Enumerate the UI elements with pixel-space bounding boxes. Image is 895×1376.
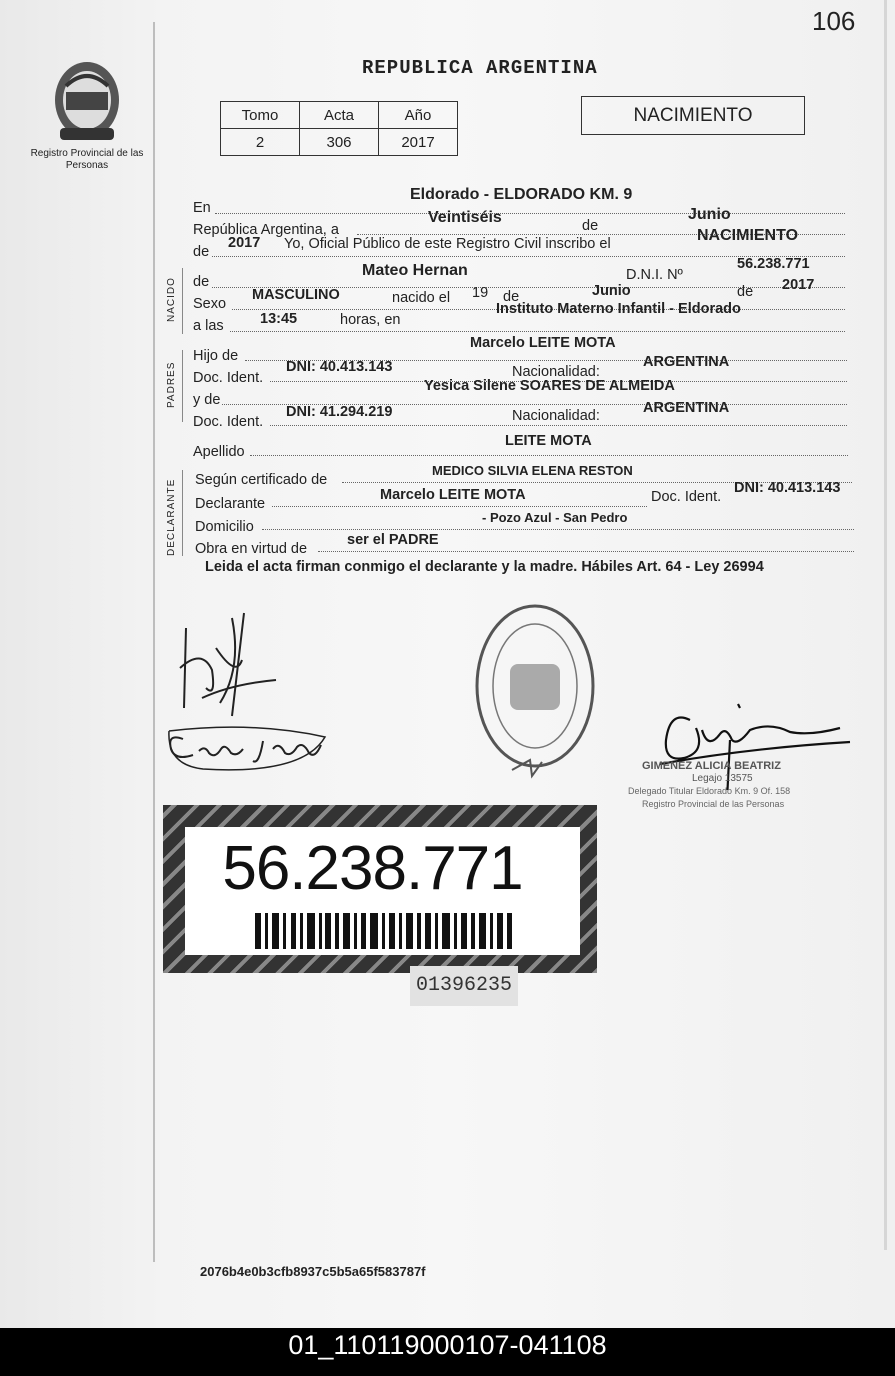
- registry-label: Registro Provincial de las Personas: [30, 148, 144, 171]
- official-stamp: [620, 700, 860, 820]
- declarant-doc-value: DNI: 40.413.143: [734, 480, 841, 496]
- label-a-las: a las: [193, 318, 224, 334]
- document-hash: 2076b4e0b3cfb8937c5b5a65f583787f: [200, 1264, 426, 1279]
- section-divider: [182, 470, 183, 556]
- label-de: de: [582, 218, 599, 234]
- label-doc-ident: Doc. Ident.: [651, 489, 722, 505]
- label-de: de: [193, 244, 210, 260]
- province-emblem-icon: [46, 56, 128, 146]
- label-domicilio: Domicilio: [195, 519, 254, 535]
- oficial-text: Yo, Oficial Público de este Registro Civil inscribo el: [284, 236, 611, 252]
- signature-mother: [163, 715, 333, 775]
- father-nationality-value: ARGENTINA: [643, 354, 730, 370]
- table-header: Año: [379, 102, 458, 129]
- dotted-line: [318, 551, 854, 552]
- mother-doc-value: DNI: 41.294.219: [286, 404, 393, 420]
- dotted-line: [250, 455, 848, 456]
- day-value: Veintiséis: [428, 209, 502, 226]
- footer-id: 01_110119000107-041108: [0, 1328, 895, 1376]
- sexo-value: MASCULINO: [252, 287, 340, 303]
- label-republica: República Argentina, a: [193, 222, 339, 238]
- table-cell: 2: [221, 129, 300, 156]
- page-edge: [884, 0, 887, 1250]
- mother-nationality-value: ARGENTINA: [643, 400, 730, 416]
- stamp-registry: Registro Provincial de las Personas: [642, 799, 785, 809]
- dni-value: 56.238.771: [737, 256, 810, 272]
- dotted-line: [215, 213, 845, 214]
- serial-number: 01396235: [410, 966, 518, 1006]
- label-apellido: Apellido: [193, 444, 245, 460]
- father-doc-value: DNI: 40.413.143: [286, 359, 393, 375]
- label-dni: D.N.I. Nº: [626, 267, 683, 283]
- stamp-name: GIMENEZ ALICIA BEATRIZ: [642, 760, 781, 772]
- address-value: - Pozo Azul - San Pedro: [482, 510, 628, 525]
- dotted-line: [272, 506, 647, 507]
- table-header: Tomo: [221, 102, 300, 129]
- label-de-name: de: [193, 274, 210, 290]
- inscription-type-value: NACIMIENTO: [697, 227, 799, 244]
- label-nacionalidad: Nacionalidad:: [512, 408, 600, 424]
- label-nacionalidad: Nacionalidad:: [512, 364, 600, 380]
- table-cell: 306: [300, 129, 379, 156]
- label-segun: Según certificado de: [195, 472, 328, 488]
- name-value: Mateo Hernan: [362, 262, 468, 279]
- label-de: de: [737, 284, 754, 300]
- label-en: En: [193, 200, 211, 216]
- side-label-padres: PADRES: [166, 361, 177, 408]
- birth-month-value: Junio: [592, 283, 631, 299]
- barcode-icon: [255, 913, 515, 949]
- label-y-de: y de: [193, 392, 221, 408]
- page-number: 106: [812, 6, 856, 36]
- label-hijo-de: Hijo de: [193, 348, 239, 364]
- mother-value: Yesica Silene SOARES DE ALMEIDA: [424, 378, 675, 394]
- record-type-box: NACIMIENTO: [581, 96, 805, 135]
- document-title: REPUBLICA ARGENTINA: [362, 57, 598, 79]
- label-doc-ident: Doc. Ident.: [193, 370, 264, 386]
- dotted-line: [230, 331, 845, 332]
- side-label-nacido: NACIDO: [166, 277, 177, 322]
- location-value: Eldorado - ELDORADO KM. 9: [410, 186, 633, 203]
- label-de: de: [503, 289, 520, 305]
- signature-official: [172, 608, 282, 723]
- certificate-value: MEDICO SILVIA ELENA RESTON: [432, 463, 633, 478]
- birth-day-value: 19: [472, 285, 489, 301]
- year-value: 2017: [228, 235, 261, 251]
- birth-place-value: Instituto Materno Infantil - Eldorado: [496, 301, 741, 317]
- closing-text: Leida el acta firman conmigo el declarante y la madre. Hábiles Art. 64 - Ley 26994: [205, 559, 764, 575]
- record-table: [220, 101, 458, 156]
- section-divider: [182, 268, 183, 334]
- barcode-number: 56.238.771: [222, 834, 523, 903]
- label-nacido: nacido el: [392, 290, 451, 306]
- label-sexo: Sexo: [193, 296, 227, 312]
- month-value: Junio: [688, 206, 731, 223]
- label-declarante: Declarante: [195, 496, 266, 512]
- table-cell: 2017: [379, 129, 458, 156]
- father-value: Marcelo LEITE MOTA: [470, 335, 616, 351]
- label-horas: horas, en: [340, 312, 401, 328]
- birth-year-value: 2017: [782, 277, 815, 293]
- section-divider: [182, 350, 183, 422]
- dotted-line: [270, 425, 847, 426]
- label-obra: Obra en virtud de: [195, 541, 308, 557]
- surname-value: LEITE MOTA: [505, 433, 592, 449]
- hour-value: 13:45: [260, 311, 298, 327]
- margin-line: [153, 22, 155, 1262]
- stamp-role: Delegado Titular Eldorado Km. 9 Of. 158: [628, 786, 791, 796]
- capacity-value: ser el PADRE: [347, 532, 439, 548]
- dotted-line: [262, 529, 854, 530]
- registry-seal-icon: [472, 600, 598, 780]
- barcode-panel: [185, 827, 580, 955]
- label-doc-ident: Doc. Ident.: [193, 414, 264, 430]
- table-header: Acta: [300, 102, 379, 129]
- barcode-label: [163, 805, 597, 973]
- declarant-value: Marcelo LEITE MOTA: [380, 487, 526, 503]
- stamp-legajo: Legajo 13575: [692, 773, 753, 784]
- side-label-declarante: DECLARANTE: [166, 478, 177, 556]
